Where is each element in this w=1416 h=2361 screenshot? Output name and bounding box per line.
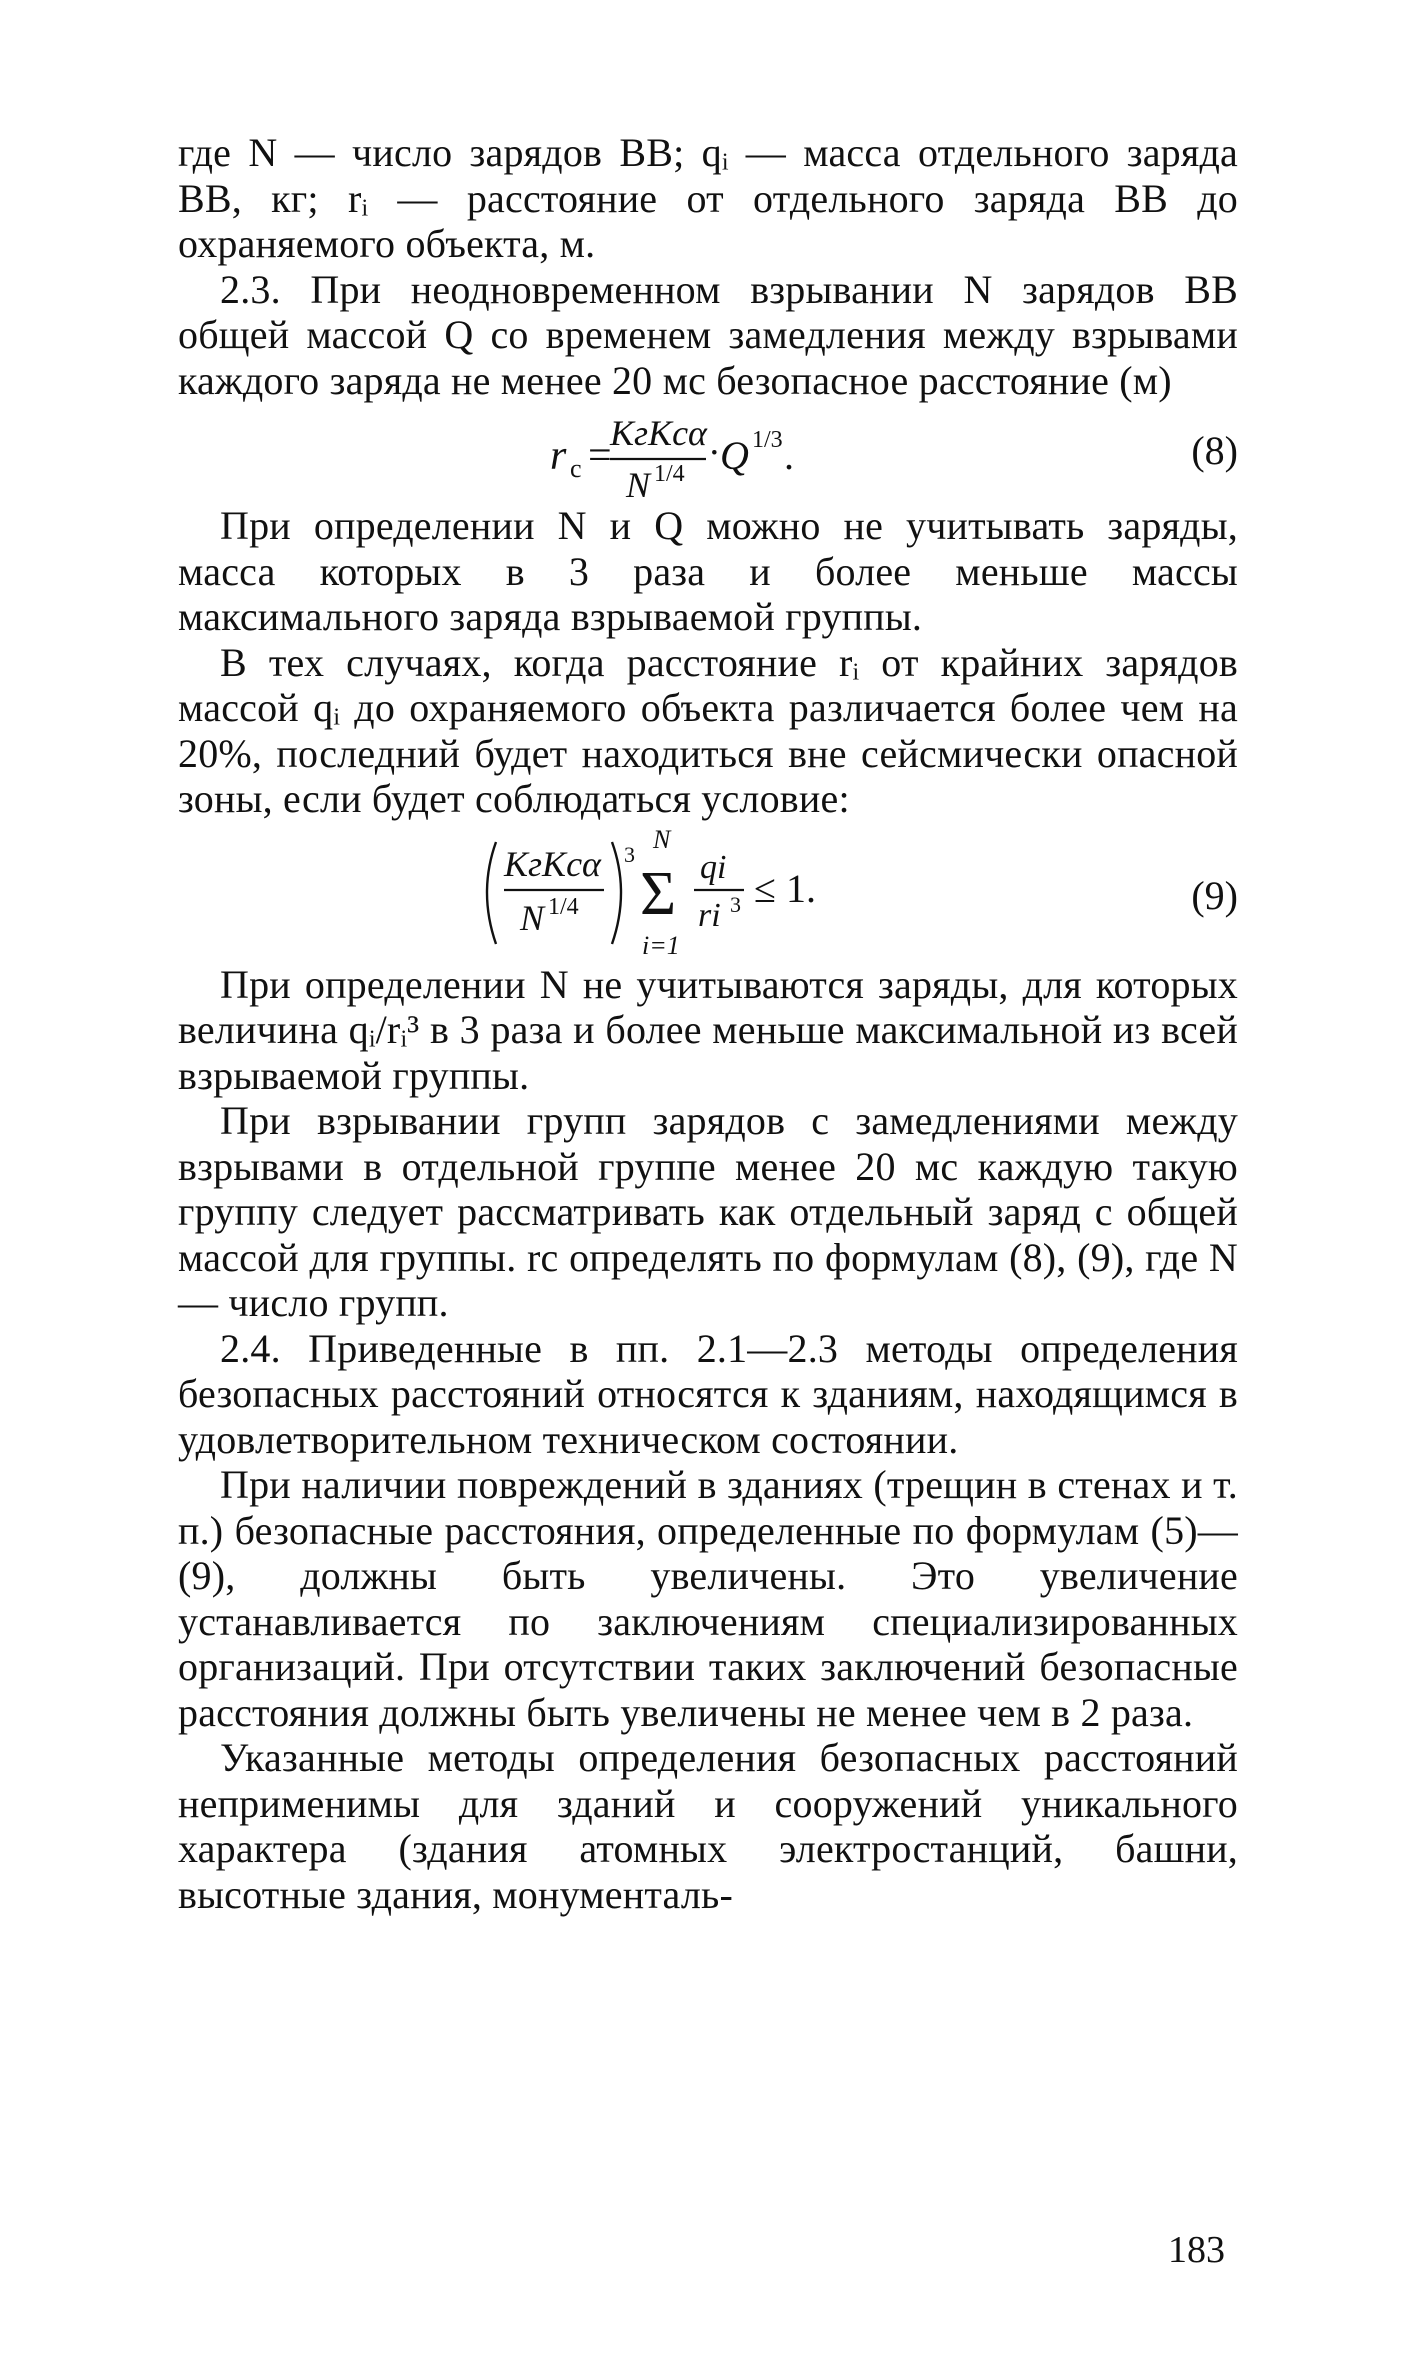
formula-9-outer-exp: 3 [624, 841, 635, 867]
paragraph-definitions: где N — число зарядов ВВ; qᵢ — масса отдельного заряда ВВ, кг; rᵢ — расстояние от отдельного заряда ВВ до охраняемого объекта, м. [178, 130, 1238, 266]
formula-9-sum-lower: i=1 [642, 930, 680, 960]
formula-9-denominator-exp: 1/4 [548, 893, 579, 920]
formula-8-number: (8) [1191, 428, 1238, 473]
book-page [178, 130, 1238, 2310]
formula-8-dot: · [708, 432, 721, 474]
formula-8-end: . [784, 433, 794, 478]
formula-9-numerator: KгKсα [504, 843, 601, 884]
page-number: 183 [1168, 2229, 1225, 2271]
paragraph-damaged-buildings: При наличии повреждений в зданиях (трещин в стенах и т. п.) безопасные расстояния, определенные по формулам (5)—(9), должны быть увеличены. Это увеличение устанавливается по заключениям специализированных организаций. При отсутствии таких заключений безопасные расстояния должны быть увеличены не менее чем в 2 раза. [178, 1462, 1238, 1735]
formula-9-relation: ≤ 1. [754, 865, 816, 911]
formula-9-sum-sign: Σ [640, 859, 677, 928]
formula-9-q: qi [700, 848, 727, 886]
paragraph-charges-ignored: При определении N и Q можно не учитывать заряды, масса которых в 3 раза и более меньше массы максимального заряда взрываемой группы. [178, 503, 1238, 639]
paragraph-unique-structures: Указанные методы определения безопасных расстояний неприменимы для зданий и сооружений уникального характера (здания атомных электростанций, башни, высотные здания, монументаль- [178, 1735, 1238, 1917]
formula-9-r-exp: 3 [730, 891, 741, 917]
paragraph-n-excluded: При определении N не учитываются заряды, для которых величина qᵢ/rᵢ³ в 3 раза и более меньше максимальной из всей взрываемой группы. [178, 961, 1238, 1098]
formula-8-q-exp: 1/3 [752, 427, 783, 453]
formula-9 [178, 822, 1238, 962]
formula-9-number: (9) [1191, 872, 1238, 918]
formula-9-graphic [178, 822, 1078, 962]
formula-9-r: ri [698, 896, 721, 934]
formula-8-graphic [178, 403, 1078, 503]
formula-8-q: Q [720, 433, 749, 478]
formula-8-denominator: N [626, 465, 651, 505]
paragraph-distance-condition: В тех случаях, когда расстояние rᵢ от крайних зарядов массой qᵢ до охраняемого объекта различается более чем на 20%, последний будет находиться вне сейсмически опасной зоны, если будет соблюдаться условие: [178, 639, 1238, 821]
formula-8 [178, 403, 1238, 503]
formula-8-denominator-exp: 1/4 [654, 461, 685, 487]
formula-9-right-paren [612, 842, 621, 944]
paragraph-section-2-3: 2.3. При неодновременном взрывании N зарядов ВВ общей массой Q со временем замедления между взрывами каждого заряда не менее 20 мс безопасное расстояние (м) [178, 266, 1238, 403]
paragraph-section-2-4: 2.4. Приведенные в пп. 2.1—2.3 методы определения безопасных расстояний относятся к зданиям, находящимся в удовлетворительном техническом состоянии. [178, 1325, 1238, 1462]
formula-9-denominator: N [520, 897, 545, 938]
formula-9-left-paren [487, 842, 496, 944]
formula-8-lhs: r [550, 433, 567, 479]
formula-9-sum-upper: N [653, 824, 671, 854]
formula-8-lhs-sub: с [570, 454, 582, 483]
formula-8-numerator: KгKсα [610, 413, 707, 453]
formula-8-equals: = [588, 433, 612, 479]
paragraph-group-blasting: При взрывании групп зарядов с замедлениями между взрывами в отдельной группе менее 20 мс каждую такую группу следует рассматривать как отдельный заряд с общей массой для группы. rс определять по формулам (8), (9), где N — число групп. [178, 1098, 1238, 1325]
